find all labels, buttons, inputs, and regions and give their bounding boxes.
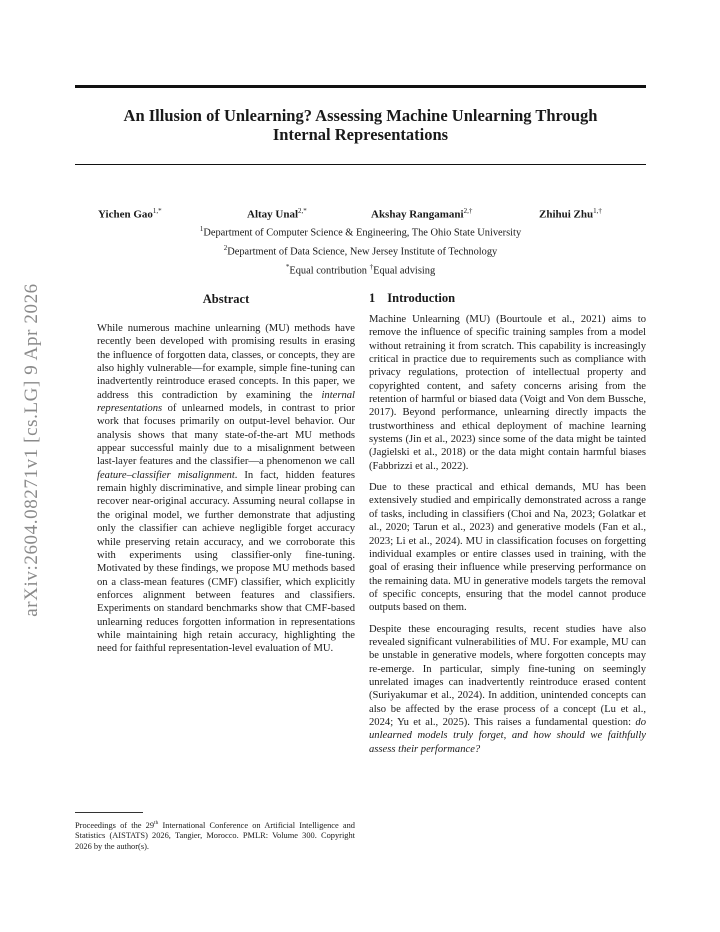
intro-paragraph-2: Due to these practical and ethical demands, MU has been extensively studied and empirically demonstrated across a range of tasks, including in classifiers (Choi and Na, 2023; Golatkar et al., 2020; Tarun et al., 2023) and generative models (Fan et al., 2023; Li et al., 2024). MU in classification focuses on forgetting individual examples or entire classes used in training, with the goal of erasing their influence while preserving performance on the remaining data. MU in generative models targets the removal of specific concepts, ensuring that the model cannot produce outputs based on them. xyxy=(369,482,646,614)
title-line-2: Internal Representations xyxy=(272,125,449,144)
arxiv-stamp xyxy=(12,265,52,635)
author-zhu: Zhihui Zhu$^{1,\dagger}$ xyxy=(539,207,602,221)
title-line-1: An Illusion of Unlearning? Assessing Machine Unlearning Through xyxy=(123,106,598,125)
author-gao: Yichen Gao$^{1,*}$ xyxy=(98,207,162,221)
author-unal: Altay Unal$^{2,*}$ xyxy=(247,207,307,221)
paper-title xyxy=(75,106,646,144)
top-rule xyxy=(75,85,646,88)
section-title: Introduction xyxy=(387,291,456,305)
abstract-heading: Abstract xyxy=(202,292,250,306)
proceedings-footnote: Proceedings of the 29th International Conference on Artificial Intelligence and Statistics (AISTATS) 2026, Tangier, Morocco. PMLR: Volume 300. Copyright 2026 by the author(s). xyxy=(75,820,355,851)
abstract-body: While numerous machine unlearning (MU) methods have recently been developed with promising results in erasing the influence of forgotten data, classes, or concepts, they are also highly vulnerable—for example, simple fine-tuning can inadvertently reintroduce erased concepts. In this paper, we address this contradiction by examining the internal representations of unlearned models, in contrast to prior work that focuses primarily on output-level behavior. Our analysis shows that many state-of-the-art MU methods appear successful mainly due to a misalignment between last-layer features and the classifier—a phenomenon we call feature–classifier misalignment. In fact, hidden features remain highly discriminative, and simple linear probing can recover near-original accuracy. Assuming neural collapse in the original model, we further demonstrate that adjusting only the classifier can achieve negligible forget accuracy while preserving retain accuracy, and we corroborate this with experiments using classifier-only fine-tuning. Motivated by these findings, we propose MU methods based on a class-mean features (CMF) classifier, which explicitly enforces alignment between features and classifiers. Experiments on standard benchmarks show that CMF-based unlearning reduces forgotten information in representations while maintaining high retain accuracy, highlighting the need for faithful representation-level evaluation of MU. xyxy=(97,323,355,655)
footnote-rule xyxy=(75,812,143,813)
title-rule xyxy=(75,164,646,165)
introduction-body xyxy=(369,313,646,764)
introduction-heading xyxy=(369,291,646,306)
affiliations xyxy=(75,222,646,279)
contribution-note: *Equal contribution †Equal advising xyxy=(285,262,436,277)
intro-paragraph-1: Machine Unlearning (MU) (Bourtoule et al., 2021) aims to remove the influence of specific training samples from a model without retraining it from scratch. This capability is increasingly critical in practice due to requirements such as compliance with privacy regulations, protection of intellectual property and copyrighted content, and safety concerns arising from the retention of harmful or biased data (Voigt and Von dem Bussche, 2017). Beyond performance, unlearning directly impacts the trustworthiness and ethical deployment of machine learning systems (Jin et al., 2023) since some of the data might be tainted (Jagielski et al., 2018) or the data might contain harmful biases (Fabbrizzi et al., 2022). xyxy=(369,314,646,472)
affiliation-1: $^1$Department of Computer Science & Engineering, The Ohio State University xyxy=(199,225,522,239)
intro-paragraph-3: Despite these encouraging results, recent studies have also revealed significant vulnerabilities of MU. For example, MU can be unstable in generative models, where forgotten concepts may re-emerge. In particular, simply fine-tuning on seemingly unrelated images can inadvertently reintroduce erased content (Suriyakumar et al., 2024). In addition, unintended concepts can also be affected by the erase process of a concept (Lu et al., 2024; Yu et al., 2025). This raises a fundamental question: do unlearned models truly forget, and how should we faithfully assess their performance? xyxy=(369,623,646,755)
author-rangamani: Akshay Rangamani$^{2,\dagger}$ xyxy=(371,207,473,221)
affiliation-2: $^2$Department of Data Science, New Jersey Institute of Technology xyxy=(223,243,498,258)
arxiv-stamp-text: arXiv:2604.08271v1 [cs.LG] 9 Apr 2026 xyxy=(21,283,42,617)
section-number: 1 xyxy=(369,291,376,305)
